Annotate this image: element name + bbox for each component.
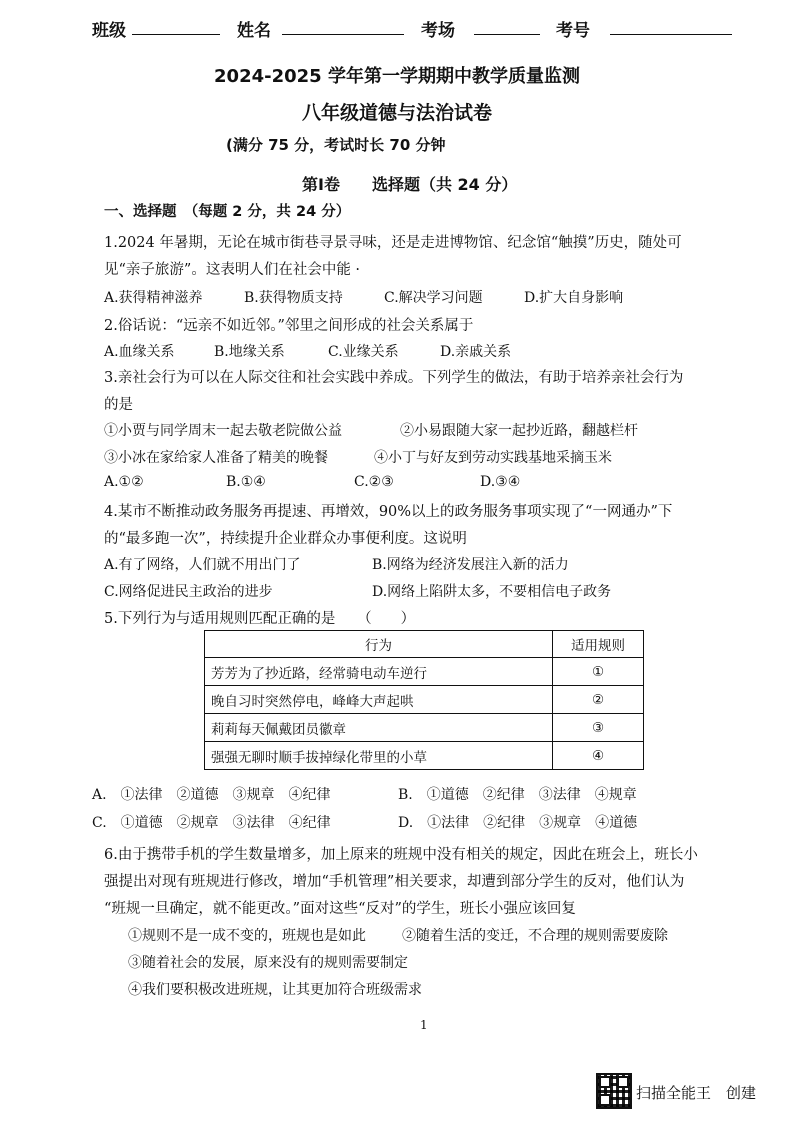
section-title: 一、选择题 （每题 2 分，共 24 分） (104, 204, 351, 220)
table-row (205, 714, 644, 742)
q2-option-b[interactable]: B.地缘关系 (214, 344, 285, 360)
q3-option-b[interactable]: B.①④ (226, 474, 266, 490)
q1-option-c[interactable]: C.解决学习问题 (384, 290, 483, 306)
q1-text-line1: 1.2024 年暑期，无论在城市街巷寻景寻味，还是走进博物馆、纪念馆“触摸”历史，随处可 (104, 235, 682, 251)
table-cell-rule: ① (553, 658, 644, 686)
q3-item-4: ④小丁与好友到劳动实践基地采摘玉米 (374, 450, 612, 466)
name-field[interactable] (282, 14, 404, 35)
q4-text-line1: 4.某市不断推动政务服务再提速、再增效，90%以上的政务服务事项实现了“一网通办”下 (104, 504, 673, 520)
qr-code-icon (596, 1073, 632, 1109)
q3-item-1: ①小贾与同学周末一起去敬老院做公益 (104, 423, 342, 439)
table-cell-rule: ③ (553, 714, 644, 742)
table-row (205, 686, 644, 714)
table-cell-behavior: 晚自习时突然停电，峰峰大声起哄 (205, 686, 553, 714)
q5-option-a[interactable]: A. ①法律 ②道德 ③规章 ④纪律 (92, 787, 331, 803)
table-row (205, 742, 644, 770)
q1-text-line2: 见“亲子旅游”。这表明人们在社会中能 · (104, 262, 361, 278)
q3-option-d[interactable]: D.③④ (480, 474, 521, 490)
part-title: 第Ⅰ卷 选择题（共 24 分） (302, 175, 518, 194)
q6-item-3: ③随着社会的发展，原来没有的规则需要制定 (128, 955, 408, 971)
q5-rules-table (204, 630, 644, 770)
room-field[interactable] (474, 14, 540, 35)
q3-item-2: ②小易跟随大家一起抄近路，翻越栏杆 (400, 423, 638, 439)
exam-note: (满分 75 分，考试时长 70 分钟 (226, 136, 446, 154)
page-number: 1 (420, 1018, 428, 1032)
number-label: 考号 (556, 21, 590, 41)
table-cell-behavior: 芳芳为了抄近路，经常骑电动车逆行 (205, 658, 553, 686)
class-label: 班级 (92, 21, 126, 41)
q3-text-line2: 的是 (104, 397, 133, 413)
table-header-rule: 适用规则 (553, 631, 644, 658)
q3-option-c[interactable]: C.②③ (354, 474, 394, 490)
q6-text-line1: 6.由于携带手机的学生数量增多，加上原来的班规中没有相关的规定，因此在班会上，班长小 (104, 847, 698, 863)
q5-option-b[interactable]: B. ①道德 ②纪律 ③法律 ④规章 (398, 787, 637, 803)
q4-option-d[interactable]: D.网络上陷阱太多，不要相信电子政务 (372, 584, 612, 600)
table-cell-rule: ② (553, 686, 644, 714)
q4-text-line2: 的“最多跑一次”，持续提升企业群众办事便利度。这说明 (104, 531, 467, 547)
table-cell-rule: ④ (553, 742, 644, 770)
q1-option-a[interactable]: A.获得精神滋养 (104, 290, 203, 306)
q5-text: 5.下列行为与适用规则匹配正确的是 （ ） (104, 611, 416, 627)
class-field[interactable] (132, 14, 220, 35)
number-field[interactable] (610, 14, 732, 35)
table-row (205, 658, 644, 686)
q3-option-a[interactable]: A.①② (104, 474, 144, 490)
q6-text-line2: 强提出对现有班规进行修改，增加“手机管理”相关要求，却遭到部分学生的反对，他们认为 (104, 874, 685, 890)
q4-option-b[interactable]: B.网络为经济发展注入新的活力 (372, 557, 569, 573)
q2-option-a[interactable]: A.血缘关系 (104, 344, 175, 360)
qr-corner-icon (599, 1076, 611, 1088)
q6-item-1: ①规则不是一成不变的，班规也是如此 (128, 928, 366, 944)
q6-item-2: ②随着生活的变迁，不合理的规则需要废除 (402, 928, 668, 944)
q3-text-line1: 3.亲社会行为可以在人际交往和社会实践中养成。下列学生的做法，有助于培养亲社会行为 (104, 370, 684, 386)
q1-option-d[interactable]: D.扩大自身影响 (524, 290, 624, 306)
q6-item-4: ④我们要积极改进班规，让其更加符合班级需求 (128, 982, 422, 998)
scanner-watermark: 扫描全能王 创建 (636, 1084, 757, 1102)
qr-corner-icon (599, 1094, 611, 1106)
table-header-row (205, 631, 644, 658)
q4-option-c[interactable]: C.网络促进民主政治的进步 (104, 584, 273, 600)
exam-title: 2024-2025 学年第一学期期中教学质量监测 (214, 66, 580, 87)
exam-subtitle: 八年级道德与法治试卷 (301, 102, 492, 124)
table-cell-behavior: 强强无聊时顺手拔掉绿化带里的小草 (205, 742, 553, 770)
table-header-behavior: 行为 (205, 631, 553, 658)
q6-text-line3: “班规一旦确定，就不能更改。”面对这些“反对”的学生，班长小强应该回复 (104, 901, 576, 917)
q1-option-b[interactable]: B.获得物质支持 (244, 290, 343, 306)
q2-text: 2.俗话说：“远亲不如近邻。”邻里之间形成的社会关系属于 (104, 318, 474, 334)
name-label: 姓名 (237, 21, 271, 41)
q5-option-c[interactable]: C. ①道德 ②规章 ③法律 ④纪律 (92, 815, 331, 831)
q2-option-c[interactable]: C.业缘关系 (328, 344, 399, 360)
q4-option-a[interactable]: A.有了网络，人们就不用出门了 (104, 557, 301, 573)
qr-corner-icon (617, 1076, 629, 1088)
q3-item-3: ③小冰在家给家人准备了精美的晚餐 (104, 450, 328, 466)
table-cell-behavior: 莉莉每天佩戴团员徽章 (205, 714, 553, 742)
room-label: 考场 (421, 21, 455, 41)
q5-option-d[interactable]: D. ①法律 ②纪律 ③规章 ④道德 (398, 815, 638, 831)
q2-option-d[interactable]: D.亲戚关系 (440, 344, 512, 360)
